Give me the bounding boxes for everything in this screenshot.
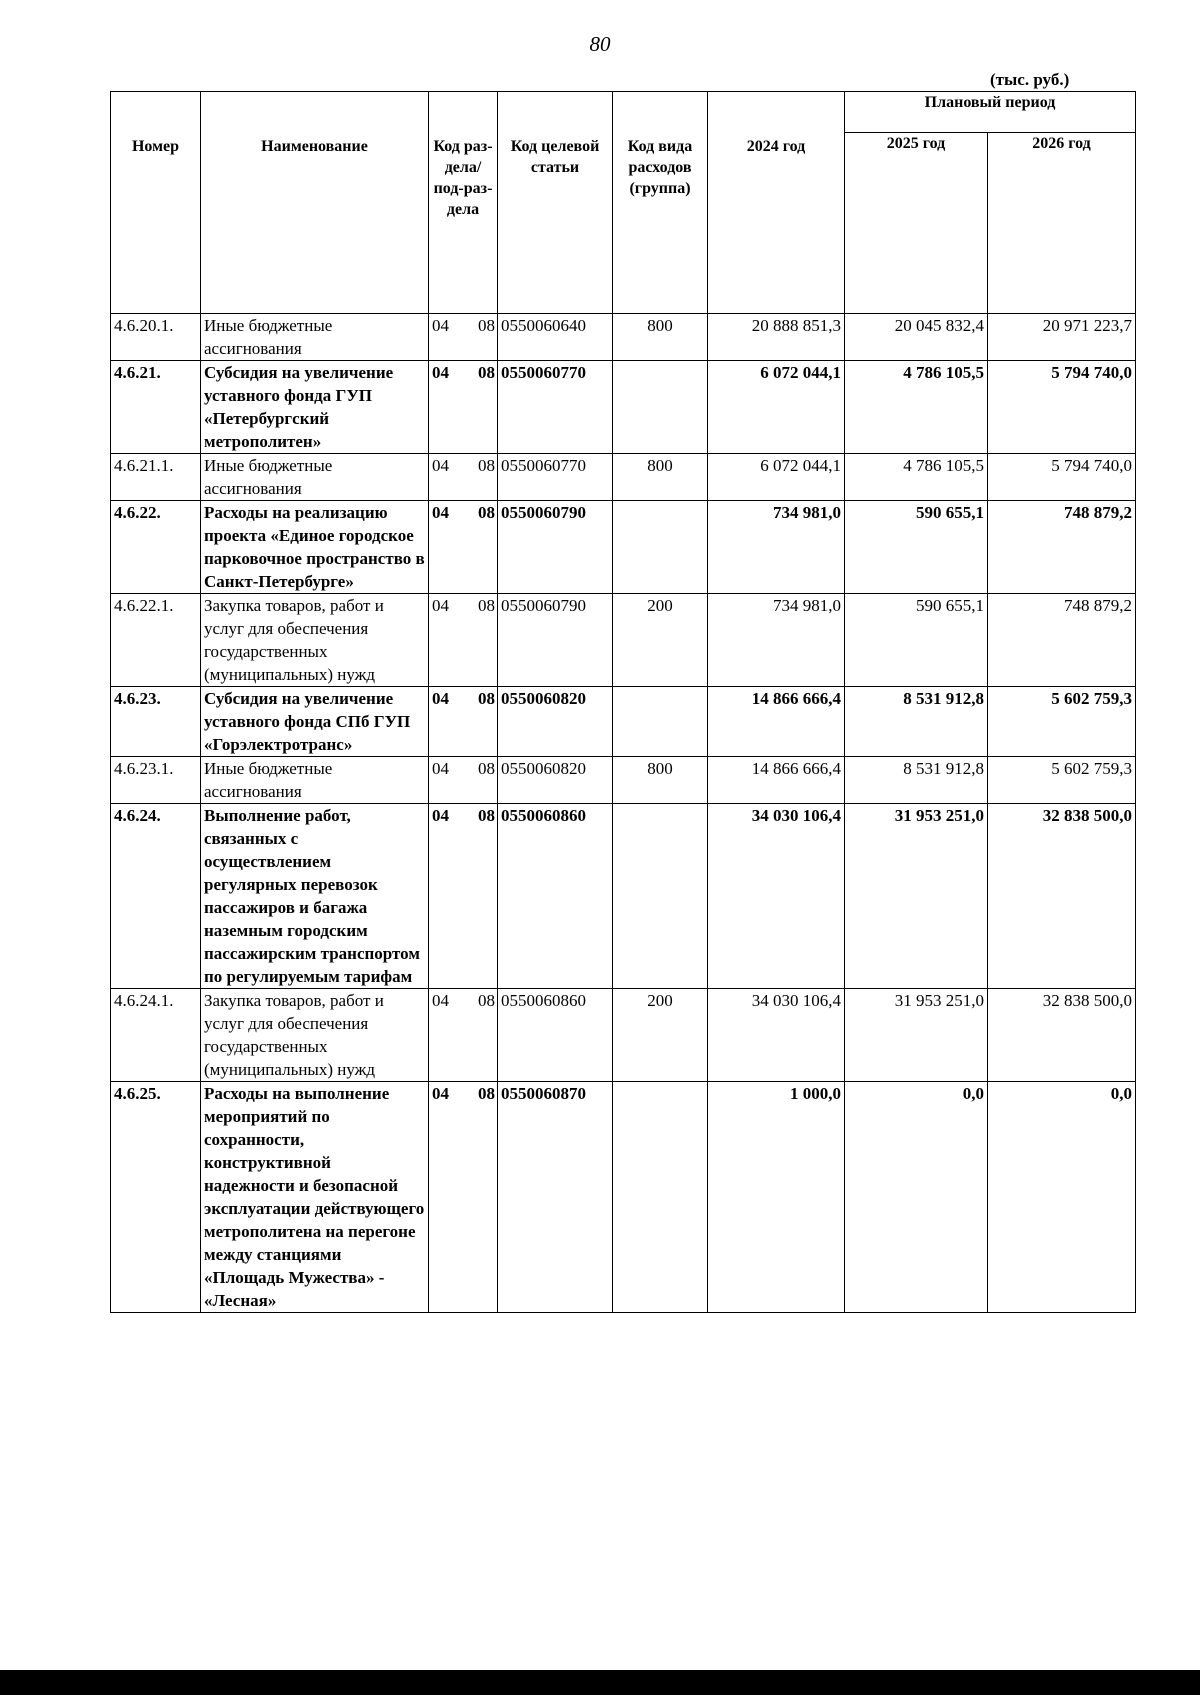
row-name: Расходы на реализацию проекта «Единое городское парковочное пространство в Санкт-Петербурге» xyxy=(201,501,429,594)
row-name: Иные бюджетные ассигнования xyxy=(201,757,429,804)
row-value-2025: 590 655,1 xyxy=(845,501,988,594)
header-year-2026: 2026 год xyxy=(988,133,1136,314)
row-subsection: 08 xyxy=(478,503,495,522)
row-section: 04 xyxy=(432,316,449,335)
row-expense-type: 800 xyxy=(613,314,708,361)
row-value-2026: 0,0 xyxy=(988,1082,1136,1313)
table-row xyxy=(111,687,1136,757)
row-name: Субсидия на увеличение уставного фонда ГУП «Петербургский метрополитен» xyxy=(201,361,429,454)
row-expense-type xyxy=(613,687,708,757)
row-section-code xyxy=(429,1082,498,1313)
table-row xyxy=(111,1082,1136,1313)
row-value-2026: 20 971 223,7 xyxy=(988,314,1136,361)
row-number: 4.6.24. xyxy=(111,804,201,989)
row-value-2024: 34 030 106,4 xyxy=(708,989,845,1082)
row-subsection: 08 xyxy=(478,363,495,382)
row-target-code: 0550060770 xyxy=(498,454,613,501)
row-expense-type xyxy=(613,501,708,594)
row-value-2025: 0,0 xyxy=(845,1082,988,1313)
row-section-code xyxy=(429,501,498,594)
table-row xyxy=(111,454,1136,501)
row-number: 4.6.22. xyxy=(111,501,201,594)
header-planned-period: Плановый период xyxy=(845,92,1136,133)
row-value-2026: 748 879,2 xyxy=(988,594,1136,687)
table-row xyxy=(111,501,1136,594)
row-section: 04 xyxy=(432,456,449,475)
row-section: 04 xyxy=(432,759,449,778)
row-name: Иные бюджетные ассигнования xyxy=(201,454,429,501)
row-name: Субсидия на увеличение уставного фонда СПб ГУП «Горэлектротранс» xyxy=(201,687,429,757)
table-row xyxy=(111,989,1136,1082)
row-target-code: 0550060860 xyxy=(498,989,613,1082)
row-value-2025: 8 531 912,8 xyxy=(845,687,988,757)
row-value-2026: 5 794 740,0 xyxy=(988,361,1136,454)
row-expense-type xyxy=(613,1082,708,1313)
row-value-2024: 20 888 851,3 xyxy=(708,314,845,361)
header-name: Наименование xyxy=(201,92,429,314)
header-section-code: Код раз-дела/ под-раз-дела xyxy=(429,92,498,314)
row-expense-type: 800 xyxy=(613,757,708,804)
page-number: 80 xyxy=(589,32,611,56)
row-target-code: 0550060820 xyxy=(498,687,613,757)
row-section: 04 xyxy=(432,363,449,382)
row-value-2024: 34 030 106,4 xyxy=(708,804,845,989)
table-row xyxy=(111,361,1136,454)
row-number: 4.6.21.1. xyxy=(111,454,201,501)
row-section: 04 xyxy=(432,503,449,522)
scan-bottom-border xyxy=(0,1670,1200,1695)
budget-table xyxy=(110,91,1136,1313)
row-value-2024: 734 981,0 xyxy=(708,594,845,687)
row-section-code xyxy=(429,314,498,361)
row-section: 04 xyxy=(432,1084,449,1103)
row-section-code xyxy=(429,687,498,757)
row-section-code xyxy=(429,989,498,1082)
row-value-2024: 1 000,0 xyxy=(708,1082,845,1313)
row-subsection: 08 xyxy=(478,806,495,825)
row-section: 04 xyxy=(432,689,449,708)
row-subsection: 08 xyxy=(478,689,495,708)
row-number: 4.6.23. xyxy=(111,687,201,757)
row-target-code: 0550060820 xyxy=(498,757,613,804)
row-target-code: 0550060860 xyxy=(498,804,613,989)
row-number: 4.6.25. xyxy=(111,1082,201,1313)
row-subsection: 08 xyxy=(478,596,495,615)
row-number: 4.6.20.1. xyxy=(111,314,201,361)
row-expense-type: 800 xyxy=(613,454,708,501)
row-value-2025: 4 786 105,5 xyxy=(845,454,988,501)
row-name: Иные бюджетные ассигнования xyxy=(201,314,429,361)
row-subsection: 08 xyxy=(478,456,495,475)
row-target-code: 0550060770 xyxy=(498,361,613,454)
header-number: Номер xyxy=(111,92,201,314)
row-value-2024: 734 981,0 xyxy=(708,501,845,594)
row-number: 4.6.24.1. xyxy=(111,989,201,1082)
row-expense-type xyxy=(613,361,708,454)
row-value-2025: 31 953 251,0 xyxy=(845,989,988,1082)
row-value-2025: 31 953 251,0 xyxy=(845,804,988,989)
row-number: 4.6.21. xyxy=(111,361,201,454)
row-value-2025: 8 531 912,8 xyxy=(845,757,988,804)
row-section-code xyxy=(429,594,498,687)
row-number: 4.6.22.1. xyxy=(111,594,201,687)
header-target-code: Код целевой статьи xyxy=(498,92,613,314)
row-value-2025: 590 655,1 xyxy=(845,594,988,687)
row-value-2026: 32 838 500,0 xyxy=(988,804,1136,989)
row-target-code: 0550060790 xyxy=(498,501,613,594)
row-value-2024: 14 866 666,4 xyxy=(708,757,845,804)
row-section-code xyxy=(429,454,498,501)
row-subsection: 08 xyxy=(478,991,495,1010)
table-row xyxy=(111,314,1136,361)
row-value-2026: 32 838 500,0 xyxy=(988,989,1136,1082)
units-label: (тыс. руб.) xyxy=(990,70,1070,89)
table-row xyxy=(111,757,1136,804)
row-value-2024: 6 072 044,1 xyxy=(708,361,845,454)
row-section-code xyxy=(429,361,498,454)
row-value-2024: 6 072 044,1 xyxy=(708,454,845,501)
row-expense-type: 200 xyxy=(613,989,708,1082)
row-value-2024: 14 866 666,4 xyxy=(708,687,845,757)
row-section: 04 xyxy=(432,991,449,1010)
header-year-2024: 2024 год xyxy=(708,92,845,314)
table-row xyxy=(111,594,1136,687)
row-section-code xyxy=(429,757,498,804)
row-name: Выполнение работ, связанных с осуществлением регулярных перевозок пассажиров и багажа наземным городским пассажирским транспортом по регулируемым тарифам xyxy=(201,804,429,989)
row-value-2026: 5 794 740,0 xyxy=(988,454,1136,501)
row-subsection: 08 xyxy=(478,316,495,335)
row-name: Закупка товаров, работ и услуг для обеспечения государственных (муниципальных) нужд xyxy=(201,594,429,687)
row-value-2025: 20 045 832,4 xyxy=(845,314,988,361)
row-value-2026: 748 879,2 xyxy=(988,501,1136,594)
row-expense-type: 200 xyxy=(613,594,708,687)
row-target-code: 0550060640 xyxy=(498,314,613,361)
row-expense-type xyxy=(613,804,708,989)
row-section-code xyxy=(429,804,498,989)
header-year-2025: 2025 год xyxy=(845,133,988,314)
row-subsection: 08 xyxy=(478,759,495,778)
row-name: Расходы на выполнение мероприятий по сохранности, конструктивной надежности и безопасной эксплуатации действующего метрополитена на перегоне между станциями «Площадь Мужества» - «Лесная» xyxy=(201,1082,429,1313)
table-row xyxy=(111,804,1136,989)
row-value-2026: 5 602 759,3 xyxy=(988,757,1136,804)
row-value-2026: 5 602 759,3 xyxy=(988,687,1136,757)
row-value-2025: 4 786 105,5 xyxy=(845,361,988,454)
row-target-code: 0550060790 xyxy=(498,594,613,687)
row-section: 04 xyxy=(432,806,449,825)
row-name: Закупка товаров, работ и услуг для обеспечения государственных (муниципальных) нужд xyxy=(201,989,429,1082)
row-number: 4.6.23.1. xyxy=(111,757,201,804)
row-section: 04 xyxy=(432,596,449,615)
row-target-code: 0550060870 xyxy=(498,1082,613,1313)
header-expense-type: Код вида расходов (группа) xyxy=(613,92,708,314)
row-subsection: 08 xyxy=(478,1084,495,1103)
